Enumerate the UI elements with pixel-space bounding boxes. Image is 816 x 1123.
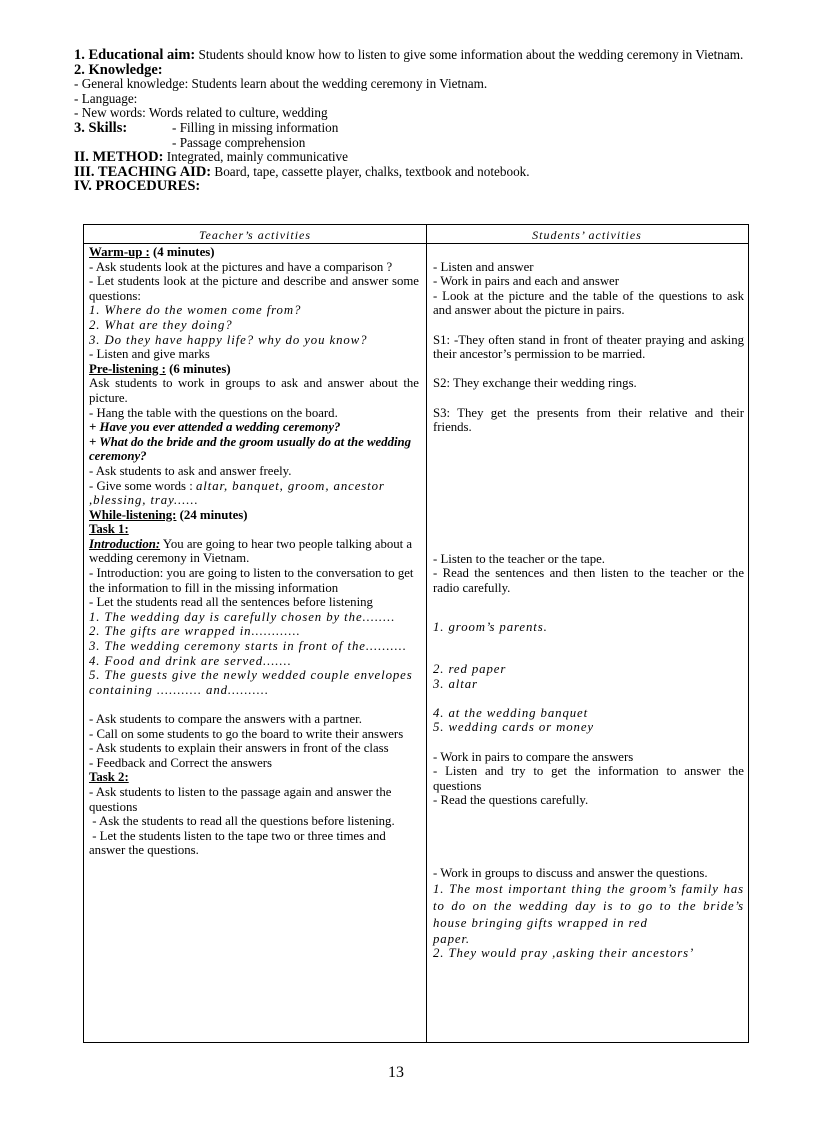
while-listening-heading: While-listening: (24 minutes)	[89, 507, 248, 522]
task1-answer: 3. altar	[433, 676, 478, 691]
skills	[74, 121, 746, 150]
warmup-question: 3. Do they have happy life? why do you know?	[89, 332, 368, 347]
task1-sentence: 2. The gifts are wrapped in............	[89, 624, 301, 639]
task2-answer: 1. The most important thing the groom’s family has to do on the wedding day is to go to the bride’s house bringing gifts wrapped in red	[433, 881, 744, 930]
student-line: - Work in groups to discuss and answer the questions.	[433, 866, 708, 881]
student-answer: S3: They get the presents from their relative and their friends.	[433, 405, 744, 435]
activities-table	[83, 224, 749, 1043]
column-divider	[426, 225, 427, 1042]
student-line: - Look at the picture and the table of the questions to ask and answer about the picture in pairs.	[433, 288, 744, 318]
teacher-line: - Hang the table with the questions on the board.	[89, 405, 338, 420]
student-column-header: Students’ activities	[532, 228, 642, 242]
knowledge-heading: 2. Knowledge:	[74, 61, 163, 78]
student-answer: S2: They exchange their wedding rings.	[433, 376, 637, 391]
student-line: - Work in pairs and each and answer	[433, 274, 619, 289]
teacher-line: - Call on some students to go the board to write their answers	[89, 726, 404, 741]
task1-answer: 4. at the wedding banquet	[433, 705, 589, 720]
task1-heading: Task 1:	[89, 522, 129, 537]
vocabulary-words: - Give some words : altar, banquet, groom, ancestor ,blessing, tray......	[89, 478, 385, 508]
student-answer: S1: -They often stand in front of theater praying and asking their ancestor’s permission to be married.	[433, 332, 744, 362]
method-heading: II. METHOD:	[74, 149, 164, 166]
teacher-line: - Ask students to ask and answer freely.	[89, 463, 292, 478]
teacher-line: - Ask students to compare the answers with a partner.	[89, 712, 362, 726]
task2-heading: Task 2:	[89, 770, 129, 785]
student-line: - Work in pairs to compare the answers	[433, 749, 634, 764]
teacher-line: - Feedback and Correct the answers	[89, 755, 272, 770]
task2-answer: paper.	[433, 931, 471, 946]
student-line: - Read the questions carefully.	[433, 793, 589, 808]
teacher-line: - Listen and give marks	[89, 347, 210, 362]
task1-sentence: 1. The wedding day is carefully chosen by the........	[89, 609, 396, 624]
teacher-line: - Let the students listen to the tape two or three times and answer the questions.	[89, 828, 389, 858]
task1-sentence: 4. Food and drink are served.......	[89, 653, 292, 668]
task2-answer: 2. They would pray ,asking their ancestors’	[433, 946, 695, 961]
student-line: - Listen and answer	[433, 259, 534, 274]
knowledge-line: - General knowledge: Students learn about the wedding ceremony in Vietnam.	[74, 76, 488, 92]
teacher-line: - Introduction: you are going to listen to the conversation to get the information to fill in the missing information	[89, 566, 414, 595]
teacher-line: Ask students to work in groups to ask and answer about the picture.	[89, 376, 419, 405]
task1-answer: 5. wedding cards or money	[433, 720, 594, 735]
header-divider	[84, 243, 748, 244]
skill-item: - Passage comprehension	[172, 134, 306, 150]
teacher-line: - Ask students to explain their answers in front of the class	[89, 741, 389, 756]
student-line: - Listen to the teacher or the tape.	[433, 551, 605, 566]
teacher-line: - Let the students read all the sentences before listening	[89, 595, 373, 610]
student-activities	[433, 245, 744, 961]
skills-heading: 3. Skills:	[74, 119, 128, 136]
teacher-line: - Ask the students to read all the questions before listening.	[89, 814, 395, 829]
pre-listening-heading: Pre-listening : (6 minutes)	[89, 361, 231, 376]
task1-sentence: 3. The wedding ceremony starts in front of the..........	[89, 639, 407, 654]
teacher-activities	[89, 245, 419, 858]
warmup-question: 2. What are they doing?	[89, 317, 233, 332]
task1-answer: 2. red paper	[433, 662, 507, 677]
teacher-line: - Ask students to listen to the passage again and answer the questions	[89, 784, 392, 814]
task1-answer: 1. groom’s parents.	[433, 619, 548, 634]
warmup-heading: Warm-up : (4 minutes)	[89, 245, 215, 259]
warmup-question: 1. Where do the women come from?	[89, 303, 302, 318]
educational-aim: 1. Educational aim: Students should know how to listen to give some information about the wedding ceremony in Vietnam.	[74, 47, 744, 63]
knowledge-line: - Language:	[74, 90, 138, 106]
pre-question: + What do the bride and the groom usually do at the wedding ceremony?	[89, 434, 412, 464]
method: II. METHOD: Integrated, mainly communicative	[74, 149, 348, 166]
page-number: 13	[388, 1064, 404, 1081]
skill-item: - Filling in missing information	[172, 119, 339, 135]
teacher-line: - Ask students look at the pictures and have a comparison ?	[89, 259, 393, 274]
student-line: - Listen and try to get the information to answer the questions	[433, 764, 744, 793]
procedures-heading: IV. PROCEDURES:	[74, 178, 201, 195]
teacher-line: - Let students look at the picture and describe and answer some questions:	[89, 274, 419, 303]
student-line: - Read the sentences and then listen to the teacher or the radio carefully.	[433, 566, 744, 595]
task1-sentence: 5. The guests give the newly wedded couple envelopes containing ........... and..........	[89, 668, 413, 697]
lesson-header	[74, 48, 746, 194]
teaching-aid: III. TEACHING AID: Board, tape, cassette player, chalks, textbook and notebook.	[74, 163, 530, 180]
pre-question: + Have you ever attended a wedding ceremony?	[89, 420, 341, 435]
knowledge-line: - New words: Words related to culture, wedding	[74, 105, 328, 121]
introduction: Introduction: You are going to hear two people talking about a wedding ceremony in Vietnam.	[89, 536, 413, 566]
teaching-aid-heading: III. TEACHING AID:	[74, 163, 212, 180]
teacher-column-header: Teacher’s activities	[198, 228, 312, 242]
